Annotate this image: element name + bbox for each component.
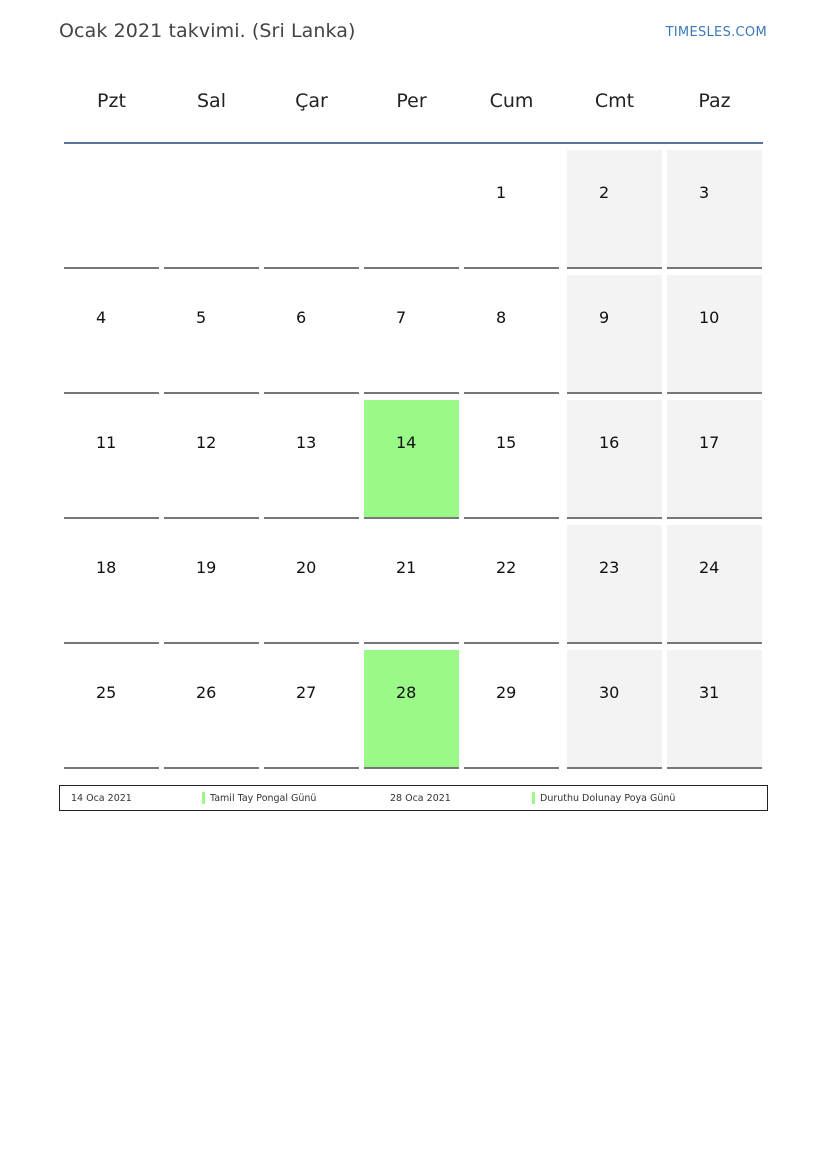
day-cell-20[interactable] xyxy=(264,525,359,644)
legend-holiday-2: Duruthu Dolunay Poya Günü xyxy=(540,793,676,804)
day-cell-19[interactable] xyxy=(164,525,259,644)
day-cell-8[interactable] xyxy=(464,275,559,394)
day-number: 31 xyxy=(699,683,720,702)
weekday-label-wed: Çar xyxy=(295,90,328,112)
day-cell-21[interactable] xyxy=(364,525,459,644)
day-cell-29[interactable] xyxy=(464,650,559,769)
legend-date-1: 14 Oca 2021 xyxy=(71,793,132,804)
weekday-label-sun: Paz xyxy=(698,90,731,112)
day-number: 20 xyxy=(296,558,317,577)
day-cell-17[interactable] xyxy=(667,400,762,519)
legend-swatch-2 xyxy=(532,792,535,804)
day-cell-28[interactable] xyxy=(364,650,459,769)
day-number: 3 xyxy=(699,183,710,202)
day-cell-4[interactable] xyxy=(64,275,159,394)
day-number: 10 xyxy=(699,308,720,327)
weekday-label-thu: Per xyxy=(396,90,427,112)
day-cell-31[interactable] xyxy=(667,650,762,769)
day-number: 1 xyxy=(496,183,507,202)
day-cell-25[interactable] xyxy=(64,650,159,769)
day-cell-23[interactable] xyxy=(567,525,662,644)
day-number: 26 xyxy=(196,683,217,702)
day-cell-30[interactable] xyxy=(567,650,662,769)
legend-holiday-1: Tamil Tay Pongal Günü xyxy=(210,793,317,804)
day-number: 9 xyxy=(599,308,610,327)
day-cell-6[interactable] xyxy=(264,275,359,394)
day-cell-10[interactable] xyxy=(667,275,762,394)
legend-date-2: 28 Oca 2021 xyxy=(390,793,451,804)
day-number: 7 xyxy=(396,308,407,327)
day-number: 22 xyxy=(496,558,517,577)
day-cell-26[interactable] xyxy=(164,650,259,769)
day-number: 14 xyxy=(396,433,417,452)
day-cell-12[interactable] xyxy=(164,400,259,519)
day-cell-9[interactable] xyxy=(567,275,662,394)
legend-swatch-1 xyxy=(202,792,205,804)
day-number: 16 xyxy=(599,433,620,452)
day-number: 19 xyxy=(196,558,217,577)
day-cell-13[interactable] xyxy=(264,400,359,519)
weekday-label-tue: Sal xyxy=(197,90,226,112)
day-cell-24[interactable] xyxy=(667,525,762,644)
day-number: 5 xyxy=(196,308,207,327)
day-number: 11 xyxy=(96,433,117,452)
empty-day-cell xyxy=(164,150,259,269)
day-number: 30 xyxy=(599,683,620,702)
day-cell-11[interactable] xyxy=(64,400,159,519)
empty-day-cell xyxy=(364,150,459,269)
day-number: 13 xyxy=(296,433,317,452)
day-cell-18[interactable] xyxy=(64,525,159,644)
day-cell-2[interactable] xyxy=(567,150,662,269)
day-cell-22[interactable] xyxy=(464,525,559,644)
day-number: 24 xyxy=(699,558,720,577)
day-cell-1[interactable] xyxy=(464,150,559,269)
brand-link[interactable]: TIMESLES.COM xyxy=(665,25,767,40)
day-cell-5[interactable] xyxy=(164,275,259,394)
weekday-header xyxy=(64,90,763,118)
day-cell-14[interactable] xyxy=(364,400,459,519)
weekday-label-mon: Pzt xyxy=(97,90,126,112)
day-number: 8 xyxy=(496,308,507,327)
empty-day-cell xyxy=(64,150,159,269)
day-number: 21 xyxy=(396,558,417,577)
weekday-label-sat: Cmt xyxy=(594,90,635,112)
day-cell-16[interactable] xyxy=(567,400,662,519)
day-number: 17 xyxy=(699,433,720,452)
day-cell-15[interactable] xyxy=(464,400,559,519)
empty-day-cell xyxy=(264,150,359,269)
day-number: 12 xyxy=(196,433,217,452)
day-number: 6 xyxy=(296,308,307,327)
day-number: 29 xyxy=(496,683,517,702)
day-cell-3[interactable] xyxy=(667,150,762,269)
day-number: 23 xyxy=(599,558,620,577)
holiday-legend xyxy=(59,785,768,811)
day-number: 2 xyxy=(599,183,610,202)
day-number: 4 xyxy=(96,308,107,327)
day-number: 28 xyxy=(396,683,417,702)
header-divider xyxy=(64,142,763,144)
day-cell-27[interactable] xyxy=(264,650,359,769)
day-number: 15 xyxy=(496,433,517,452)
page-title: Ocak 2021 takvimi. (Sri Lanka) xyxy=(59,20,356,42)
day-number: 18 xyxy=(96,558,117,577)
day-cell-7[interactable] xyxy=(364,275,459,394)
weekday-label-fri: Cum xyxy=(489,90,534,112)
day-number: 25 xyxy=(96,683,117,702)
day-number: 27 xyxy=(296,683,317,702)
